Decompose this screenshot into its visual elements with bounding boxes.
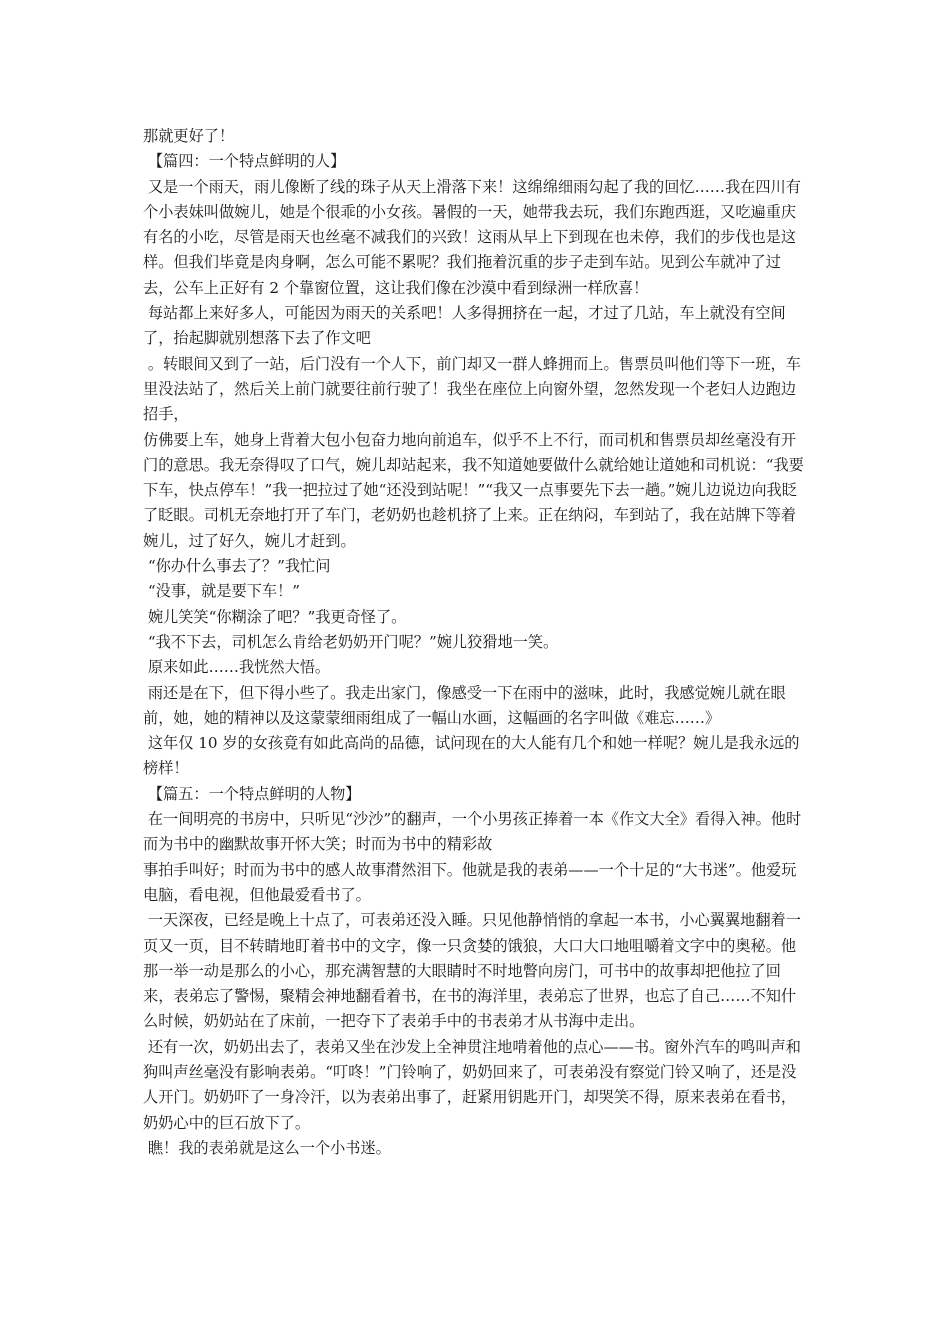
paragraph: 还有一次，奶奶出去了，表弟又坐在沙发上全神贯注地啃着他的点心——书。窗外汽车的鸣叫声和狗叫声丝毫没有影响表弟。“叮咚！”门铃响了，奶奶回来了，可表弟没有察觉门铃又响了，还是没人开门。奶奶吓了一身冷汗，以为表弟出事了，赶紧用钥匙开门，却哭笑不得，原来表弟在看书，奶奶心中的巨石放下了。 <box>143 1037 801 1132</box>
paragraph: “我不下去，司机怎么肯给老奶奶开门呢？”婉儿狡猾地一笑。 <box>143 632 559 651</box>
paragraph: 那就更好了！ <box>143 127 235 145</box>
paragraph: 雨还是在下，但下得小些了。我走出家门，像感受一下在雨中的滋味，此时，我感觉婉儿就在眼前，她，她的精神以及这蒙蒙细雨组成了一幅山水画，这幅画的名字叫做《难忘……》 <box>143 683 786 727</box>
paragraph: 婉儿笑笑“你糊涂了吧？”我更奇怪了。 <box>143 607 407 626</box>
paragraph: “没事，就是要下车！” <box>143 582 301 601</box>
paragraph: 这年仅 10 岁的女孩竟有如此高尚的品德，试问现在的大人能有几个和她一样呢？婉儿是我永远的榜样！ <box>143 734 800 778</box>
paragraph: 瞧！我的表弟就是这么一个小书迷。 <box>143 1138 391 1157</box>
paragraph: 一天深夜，已经是晚上十点了，可表弟还没入睡。只见他静悄悄的拿起一本书，小心翼翼地翻着一页又一页，目不转睛地盯着书中的文字，像一只贪婪的饿狼，大口大口地咀嚼着文字中的奥秘。他那一举一动是那么的小心，那充满智慧的大眼睛时不时地瞥向房门，可书中的故事却把他拉了回来，表弟忘了警惕，聚精会神地翻看着书，在书的海洋里，表弟忘了世界，也忘了自己……不知什么时候，奶奶站在了床前，一把夺下了表弟手中的书表弟才从书海中走出。 <box>143 911 801 1031</box>
document-page <box>143 124 808 1161</box>
paragraph: 原来如此……我恍然大悟。 <box>143 658 331 677</box>
section-heading: 【篇五：一个特点鲜明的人物】 <box>143 784 361 803</box>
paragraph: 仿佛要上车，她身上背着大包小包奋力地向前追车，似乎不上不行，而司机和售票员却丝毫没有开门的意思。我无奈得叹了口气，婉儿却站起来，我不知道她要做什么就给她让道她和司机说：“我要下车，快点停车！”我一把拉过了她“还没到站呢！”“我又一点事要先下去一趟。”婉儿边说边向我眨了眨眼。司机无奈地打开了车门，老奶奶也趁机挤了上来。正在纳闷，车到站了，我在站牌下等着婉儿，过了好久，婉儿才赶到。 <box>143 430 804 550</box>
paragraph: 事拍手叫好；时而为书中的感人故事潸然泪下。他就是我的表弟——一个十足的“大书迷”。他爱玩电脑，看电视，但他最爱看书了。 <box>143 860 797 904</box>
paragraph: 又是一个雨天，雨儿像断了线的珠子从天上滑落下来！这绵绵细雨勾起了我的回忆……我在四川有个小表妹叫做婉儿，她是个很乖的小女孩。暑假的一天，她带我去玩，我们东跑西逛，又吃遍重庆有名的小吃，尽管是雨天也丝毫不减我们的兴致！这雨从早上下到现在也未停，我们的步伐也是这样。但我们毕竟是肉身啊，怎么可能不累呢？我们拖着沉重的步子走到车站。见到公车就冲了过去，公车上正好有 2 个靠窗位置，这让我们像在沙漠中看到绿洲一样欣喜！ <box>143 177 801 297</box>
paragraph: “你办什么事去了？”我忙问 <box>143 557 331 576</box>
paragraph: 在一间明亮的书房中，只听见“沙沙”的翻声，一个小男孩正捧着一本《作文大全》看得入神。他时而为书中的幽默故事开怀大笑；时而为书中的精彩故 <box>143 810 802 854</box>
paragraph: 。转眼间又到了一站，后门没有一个人下，前门却又一群人蜂拥而上。售票员叫他们等下一班，车里没法站了，然后关上前门就要往前行驶了！我坐在座位上向窗外望，忽然发现一个老妇人边跑边招手， <box>143 354 801 424</box>
paragraph: 每站都上来好多人，可能因为雨天的关系吧！人多得拥挤在一起，才过了几站，车上就没有空间了，抬起脚就别想落下去了作文吧 <box>143 304 786 348</box>
section-heading: 【篇四：一个特点鲜明的人】 <box>143 152 346 171</box>
